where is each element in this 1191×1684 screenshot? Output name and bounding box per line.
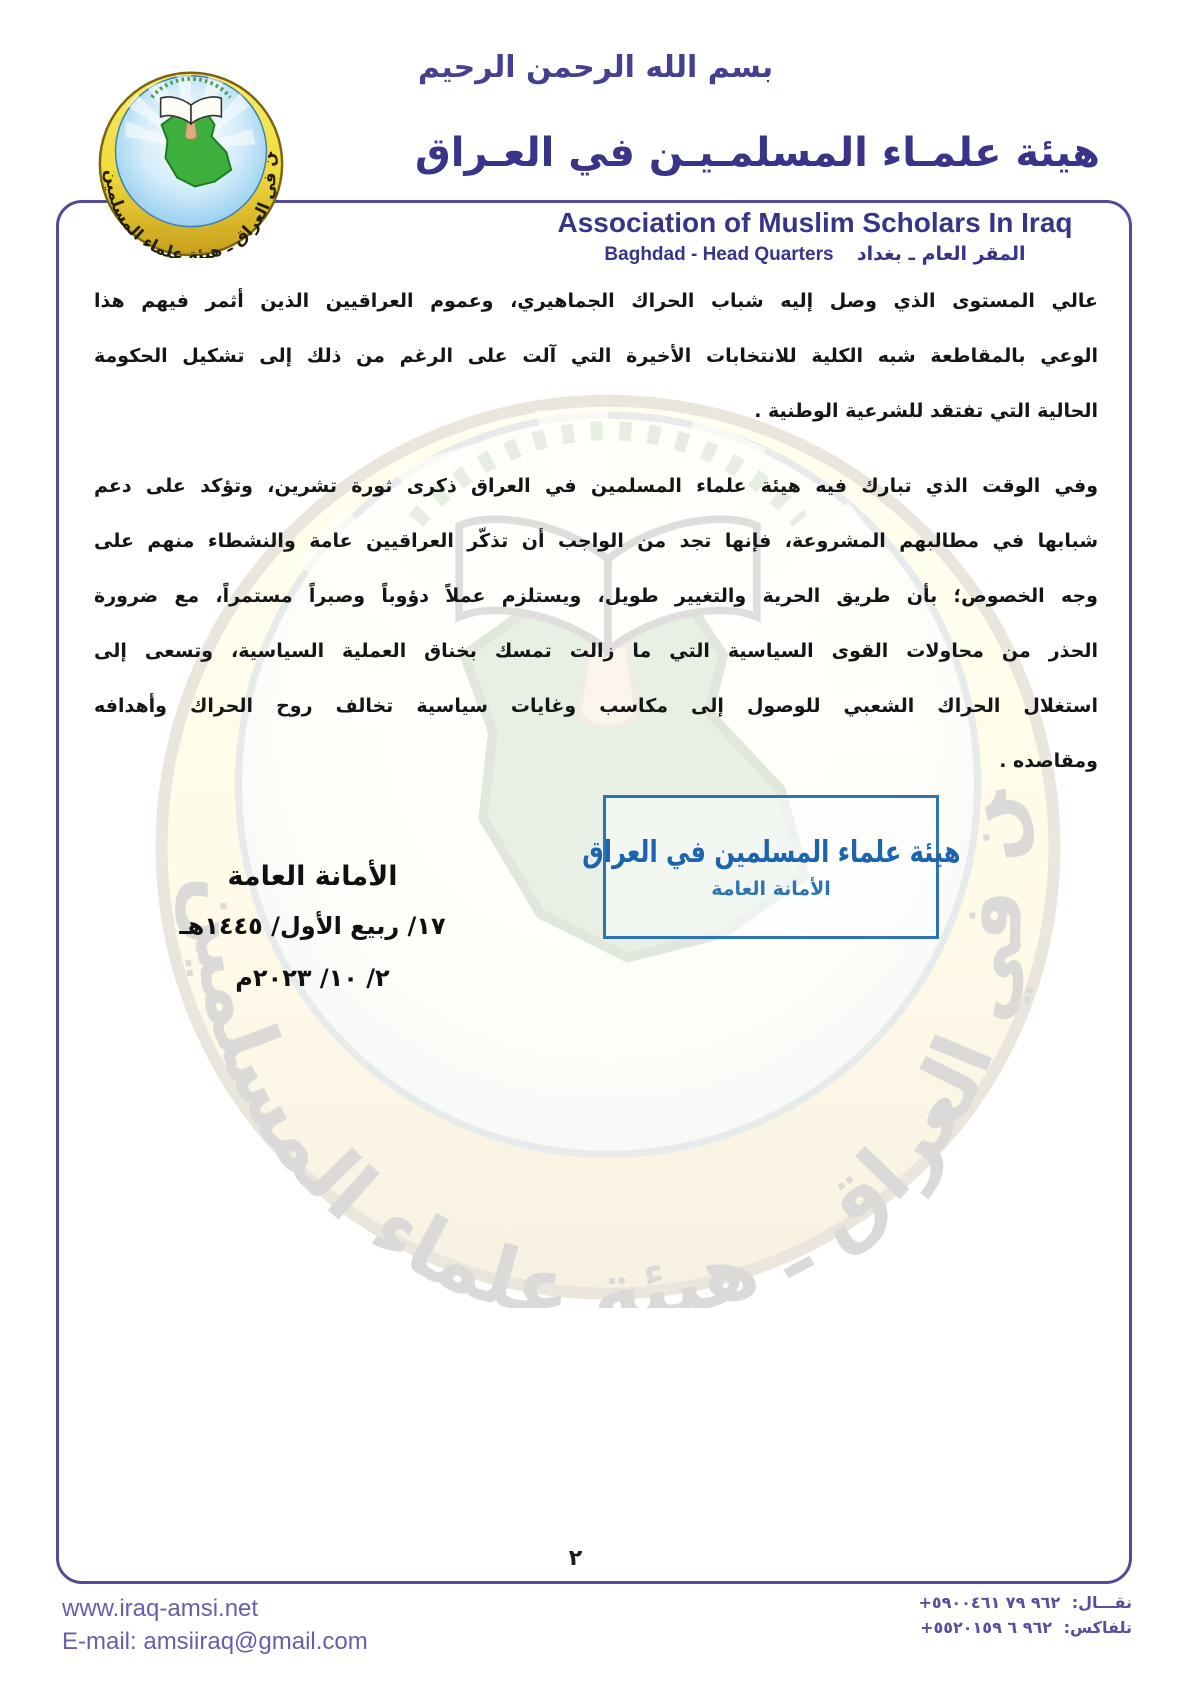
signature-title: الأمانة العامة	[227, 861, 398, 892]
body-line: وفي الوقت الذي تبارك فيه هيئة علماء المسلمين في العراق ذكرى ثورة تشرين، وتؤكد على دعم	[94, 475, 1098, 497]
body-line: الحذر من محاولات القوى السياسية التي ما زالت تمسك بخناق العملية السياسية، وتسعى إلى	[94, 640, 1098, 662]
footer-contact-right	[918, 1590, 1132, 1640]
signature-block	[155, 854, 470, 1004]
mobile-label: نقـــال:	[1066, 1593, 1132, 1612]
email-line	[62, 1625, 368, 1658]
body-line: استغلال الحراك الشعبي للوصول إلى مكاسب وغايات سياسية تخالف روح الحراك وأهدافه	[94, 695, 1098, 717]
website-link[interactable]: www.iraq-amsi.net	[62, 1595, 259, 1622]
official-stamp	[581, 795, 961, 939]
org-name-english: Association of Muslim Scholars In Iraq	[557, 207, 1073, 238]
body-line: وجه الخصوص؛ بأن طريق الحرية والتغيير طويل، ويستلزم عملاً دؤوباً وصبراً مستمراً، مع ضرورة	[94, 585, 1098, 607]
body-line: الوعي بالمقاطعة شبه الكلية للانتخابات الأخيرة التي آلت على الرغم من ذلك إلى تشكيل الحكومة	[94, 345, 1098, 367]
footer-contact-left	[62, 1592, 368, 1658]
mobile-number: +٩٦٢ ٧٩ ٥٩٠٠٤٦١	[918, 1593, 1061, 1612]
email-label: E-mail:	[62, 1628, 137, 1655]
stamp-calligraphy: هيئة علماء المسلمين في العراق	[581, 834, 961, 870]
email-link[interactable]: amsiiraq@gmail.com	[143, 1628, 368, 1655]
body-line: شبابها في مطالبهم المشروعة، فإنها تجد من الواجب أن تذكّر العراقيين عامة والنشطاء منهم على	[94, 530, 1098, 552]
stamp-label: الأمانة العامة	[711, 877, 831, 900]
telefax-line	[918, 1615, 1132, 1640]
telefax-number: +٩٦٢ ٦ ٥٥٢٠١٥٩	[920, 1618, 1053, 1637]
headquarters-english: Baghdad - Head Quarters	[604, 244, 834, 265]
org-name-arabic: هيئة علمـاء المسلمـيـن في العـراق	[414, 130, 1100, 176]
bismillah-calligraphy: بسم الله الرحمن الرحيم	[417, 50, 774, 85]
headquarters-arabic: المقر العام ـ بغداد	[856, 243, 1026, 265]
amsi-logo	[93, 62, 289, 258]
hijri-date: ١٧/ ربيع الأول/ ١٤٤٥هـ	[179, 912, 446, 940]
body-line: الحالية التي تفتقد للشرعية الوطنية .	[754, 400, 1098, 422]
page-number: ٢	[568, 1546, 583, 1571]
gregorian-date: ٢/ ١٠/ ٢٠٢٣م	[235, 964, 390, 992]
body-line: عالي المستوى الذي وصل إليه شباب الحراك الجماهيري، وعموم العراقيين الذين أثمر فيهم هذا	[94, 290, 1098, 312]
headquarters-line	[480, 243, 1150, 266]
mobile-line	[918, 1590, 1132, 1615]
body-line: ومقاصده .	[999, 750, 1098, 772]
telefax-label: تلفاكس:	[1058, 1618, 1132, 1637]
